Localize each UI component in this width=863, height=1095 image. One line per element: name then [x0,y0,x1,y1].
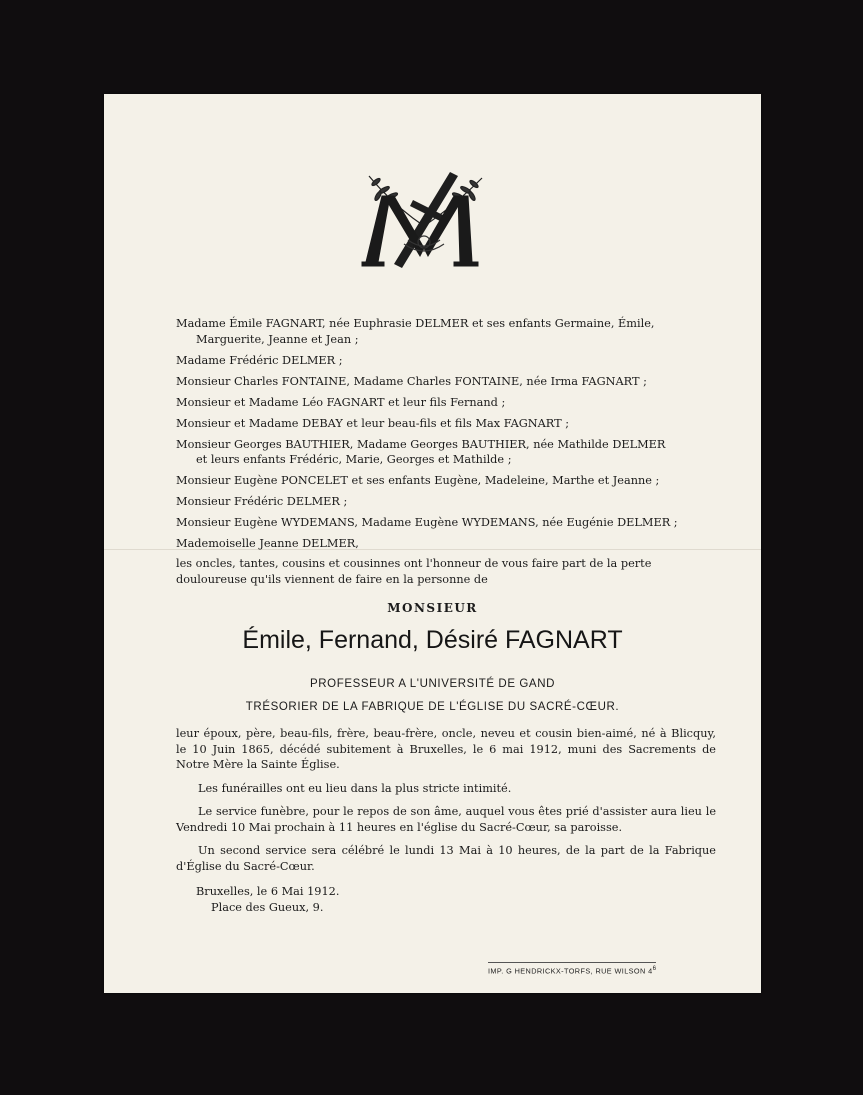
family-line [176,437,716,468]
family-line-text: Marguerite, Jeanne et Jean ; [196,332,359,346]
printer-text: IMP. G HENDRICKX-TORFS, RUE WILSON 4 [488,966,653,976]
family-line: Mademoiselle Jeanne DELMER, [176,537,359,550]
body-paragraph: Les funérailles ont eu lieu dans la plus stricte intimité. [198,781,512,795]
family-line: Monsieur Eugène WYDEMANS, Madame Eugène WYDEMANS, née Eugénie DELMER ; [176,516,678,529]
family-line: Monsieur Eugène PONCELET et ses enfants Eugène, Madeleine, Marthe et Jeanne ; [176,474,660,487]
body-paragraph: leur époux, père, beau-fils, frère, beau-frère, oncle, neveu et cousin bien-aimé, né à Blicquy, le 10 Juin 1865, décédé subitement à Bruxelles, le 6 mai 1912, muni des Sacrements de Notre Mère la Sainte Église. [176,727,716,771]
family-line: Madame Frédéric DELMER ; [176,353,343,367]
family-line: Monsieur et Madame Léo FAGNART et leur fils Fernand ; [176,395,506,409]
cross-monogram-emblem [354,166,494,276]
printer-imprint [488,962,656,975]
title-professor: PROFESSEUR A L'UNIVERSITÉ DE GAND [309,678,556,690]
deceased-name: Émile, Fernand, Désiré FAGNART [242,626,623,654]
announcement-text: les oncles, tantes, cousins et cousinnes ont l'honneur de vous faire part de la perte douloureuse qu'ils viennent de faire en la personne de [176,557,652,586]
body-text [176,726,716,882]
honorific: MONSIEUR [387,601,478,615]
body-paragraph: Un second service sera célébré le lundi 13 Mai à 10 heures, de la part de la Fabrique d'Église du Sacré-Cœur. [176,844,716,873]
title-treasurer: TRÉSORIER DE LA FABRIQUE DE L'ÉGLISE DU SACRÉ-CŒUR. [245,701,620,713]
family-line: Monsieur et Madame DEBAY et leur beau-fils et fils Max FAGNART ; [176,416,570,430]
mourning-card [104,94,761,993]
family-line: Monsieur Charles FONTAINE, Madame Charles FONTAINE, née Irma FAGNART ; [176,374,647,388]
place-date-line: Bruxelles, le 6 Mai 1912. [196,885,340,898]
body-paragraph: Le service funèbre, pour le repos de son âme, auquel vous êtes prié d'assister aura lieu le Vendredi 10 Mai prochain à 11 heures en l'église du Sacré-Cœur, sa paroisse. [176,805,716,834]
family-line-text: Madame Émile FAGNART, née Euphrasie DELMER et ses enfants Germaine, Émile, [176,317,655,330]
family-line [176,316,716,347]
family-line-text: et leurs enfants Frédéric, Marie, Georges et Mathilde ; [196,453,512,466]
family-line: Monsieur Frédéric DELMER ; [176,495,348,508]
family-list [176,316,716,557]
printer-superscript: 6 [652,965,657,972]
place-date [196,884,496,916]
family-line-text: Monsieur Georges BAUTHIER, Madame Georges BAUTHIER, née Mathilde DELMER [176,437,666,451]
address-line: Place des Gueux, 9. [211,901,324,914]
